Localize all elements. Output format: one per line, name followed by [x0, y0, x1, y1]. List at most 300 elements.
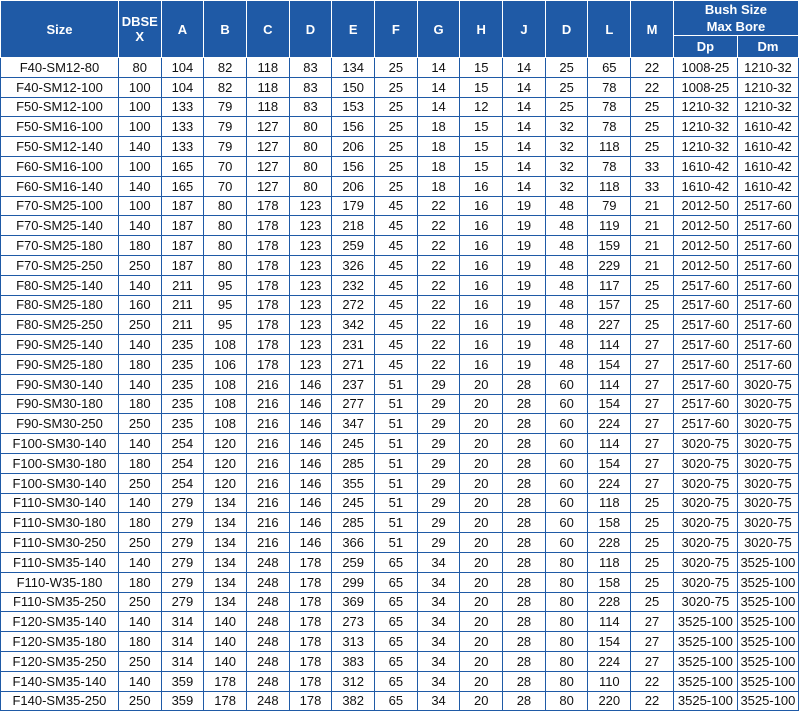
cell-b: 80 — [204, 236, 247, 256]
table-row — [1, 671, 799, 691]
cell-b: 80 — [204, 216, 247, 236]
cell-h: 16 — [460, 315, 503, 335]
table-header — [1, 1, 799, 58]
cell-l: 118 — [588, 176, 631, 196]
cell-b: 140 — [204, 651, 247, 671]
cell-j: 28 — [503, 493, 546, 513]
cell-dp: 2517-60 — [673, 414, 737, 434]
header-bush-line1: Bush Size — [704, 2, 767, 17]
table-row — [1, 434, 799, 454]
cell-m: 27 — [631, 354, 674, 374]
cell-a: 165 — [161, 176, 204, 196]
cell-dm: 1210-32 — [737, 97, 798, 117]
cell-g: 22 — [417, 216, 460, 236]
cell-h: 20 — [460, 414, 503, 434]
cell-c: 127 — [246, 137, 289, 157]
cell-a: 314 — [161, 632, 204, 652]
cell-a: 359 — [161, 691, 204, 711]
cell-dm: 3525-100 — [737, 671, 798, 691]
cell-a: 314 — [161, 612, 204, 632]
cell-dp: 3020-75 — [673, 552, 737, 572]
cell-g: 22 — [417, 335, 460, 355]
cell-size: F100-SM30-180 — [1, 453, 119, 473]
cell-m: 25 — [631, 117, 674, 137]
cell-j: 14 — [503, 156, 546, 176]
cell-d2: 80 — [545, 632, 588, 652]
cell-c: 178 — [246, 354, 289, 374]
cell-dbse-x: 180 — [118, 453, 161, 473]
cell-dm: 3020-75 — [737, 414, 798, 434]
cell-d: 146 — [289, 374, 332, 394]
header-size: Size — [1, 1, 119, 58]
cell-b: 79 — [204, 97, 247, 117]
cell-c: 127 — [246, 176, 289, 196]
cell-d2: 48 — [545, 295, 588, 315]
cell-size: F70-SM25-100 — [1, 196, 119, 216]
cell-g: 34 — [417, 552, 460, 572]
cell-c: 178 — [246, 196, 289, 216]
cell-size: F110-SM35-250 — [1, 592, 119, 612]
cell-e: 273 — [332, 612, 375, 632]
cell-dm: 3020-75 — [737, 533, 798, 553]
table-row — [1, 691, 799, 711]
cell-b: 79 — [204, 137, 247, 157]
cell-dp: 3020-75 — [673, 434, 737, 454]
cell-f: 45 — [375, 236, 418, 256]
cell-c: 248 — [246, 651, 289, 671]
cell-dbse-x: 140 — [118, 671, 161, 691]
cell-d2: 80 — [545, 691, 588, 711]
cell-d2: 32 — [545, 117, 588, 137]
cell-l: 154 — [588, 453, 631, 473]
header-j: J — [503, 1, 546, 58]
cell-g: 29 — [417, 473, 460, 493]
cell-m: 27 — [631, 453, 674, 473]
cell-m: 27 — [631, 612, 674, 632]
cell-f: 51 — [375, 453, 418, 473]
cell-e: 326 — [332, 255, 375, 275]
cell-j: 19 — [503, 335, 546, 355]
cell-d: 83 — [289, 58, 332, 78]
cell-dbse-x: 180 — [118, 513, 161, 533]
cell-d: 123 — [289, 255, 332, 275]
header-e: E — [332, 1, 375, 58]
cell-size: F90-SM30-180 — [1, 394, 119, 414]
cell-d: 178 — [289, 612, 332, 632]
cell-c: 248 — [246, 552, 289, 572]
cell-g: 29 — [417, 513, 460, 533]
cell-h: 20 — [460, 493, 503, 513]
cell-e: 347 — [332, 414, 375, 434]
cell-g: 22 — [417, 295, 460, 315]
cell-e: 218 — [332, 216, 375, 236]
cell-a: 187 — [161, 216, 204, 236]
cell-b: 108 — [204, 414, 247, 434]
cell-h: 15 — [460, 117, 503, 137]
cell-j: 14 — [503, 137, 546, 157]
cell-h: 20 — [460, 552, 503, 572]
cell-f: 45 — [375, 315, 418, 335]
cell-e: 156 — [332, 156, 375, 176]
cell-e: 313 — [332, 632, 375, 652]
cell-f: 25 — [375, 77, 418, 97]
cell-dbse-x: 140 — [118, 137, 161, 157]
cell-dp: 3525-100 — [673, 612, 737, 632]
cell-c: 248 — [246, 632, 289, 652]
cell-d: 83 — [289, 77, 332, 97]
table-row — [1, 473, 799, 493]
cell-j: 19 — [503, 354, 546, 374]
cell-l: 118 — [588, 493, 631, 513]
cell-a: 235 — [161, 414, 204, 434]
table-row — [1, 572, 799, 592]
cell-l: 78 — [588, 77, 631, 97]
cell-e: 285 — [332, 453, 375, 473]
cell-dp: 3020-75 — [673, 473, 737, 493]
cell-e: 245 — [332, 434, 375, 454]
cell-e: 355 — [332, 473, 375, 493]
cell-dm: 1210-32 — [737, 58, 798, 78]
cell-l: 154 — [588, 354, 631, 374]
table-body — [1, 58, 799, 711]
cell-b: 134 — [204, 513, 247, 533]
cell-b: 178 — [204, 691, 247, 711]
cell-dbse-x: 250 — [118, 315, 161, 335]
cell-b: 95 — [204, 315, 247, 335]
cell-dm: 2517-60 — [737, 295, 798, 315]
cell-h: 20 — [460, 651, 503, 671]
header-d: D — [289, 1, 332, 58]
cell-c: 127 — [246, 156, 289, 176]
table-row — [1, 374, 799, 394]
cell-c: 178 — [246, 275, 289, 295]
table-row — [1, 453, 799, 473]
cell-d: 146 — [289, 394, 332, 414]
cell-l: 114 — [588, 434, 631, 454]
cell-dm: 2517-60 — [737, 335, 798, 355]
cell-d: 178 — [289, 671, 332, 691]
cell-l: 158 — [588, 572, 631, 592]
cell-b: 134 — [204, 493, 247, 513]
cell-size: F110-SM30-180 — [1, 513, 119, 533]
cell-e: 312 — [332, 671, 375, 691]
cell-d: 178 — [289, 572, 332, 592]
cell-dbse-x: 140 — [118, 275, 161, 295]
cell-b: 82 — [204, 58, 247, 78]
cell-d: 123 — [289, 295, 332, 315]
cell-size: F40-SM12-100 — [1, 77, 119, 97]
table-row — [1, 493, 799, 513]
cell-dbse-x: 140 — [118, 374, 161, 394]
cell-dm: 2517-60 — [737, 315, 798, 335]
cell-m: 27 — [631, 414, 674, 434]
cell-l: 224 — [588, 473, 631, 493]
cell-dm: 1210-32 — [737, 77, 798, 97]
cell-e: 150 — [332, 77, 375, 97]
cell-j: 14 — [503, 97, 546, 117]
cell-f: 45 — [375, 196, 418, 216]
cell-d: 123 — [289, 275, 332, 295]
cell-c: 178 — [246, 236, 289, 256]
cell-a: 279 — [161, 493, 204, 513]
cell-l: 229 — [588, 255, 631, 275]
cell-b: 140 — [204, 632, 247, 652]
cell-l: 117 — [588, 275, 631, 295]
cell-c: 248 — [246, 691, 289, 711]
cell-d2: 60 — [545, 394, 588, 414]
cell-l: 154 — [588, 632, 631, 652]
cell-g: 34 — [417, 651, 460, 671]
table-row — [1, 275, 799, 295]
cell-d2: 60 — [545, 513, 588, 533]
cell-a: 235 — [161, 354, 204, 374]
cell-j: 19 — [503, 275, 546, 295]
cell-g: 29 — [417, 493, 460, 513]
header-dm: Dm — [737, 36, 798, 58]
cell-d2: 80 — [545, 671, 588, 691]
cell-c: 216 — [246, 453, 289, 473]
cell-g: 14 — [417, 58, 460, 78]
cell-m: 25 — [631, 97, 674, 117]
table-row — [1, 592, 799, 612]
cell-size: F120-SM35-250 — [1, 651, 119, 671]
cell-e: 299 — [332, 572, 375, 592]
cell-dm: 3020-75 — [737, 473, 798, 493]
table-row — [1, 137, 799, 157]
cell-h: 16 — [460, 354, 503, 374]
cell-d2: 60 — [545, 414, 588, 434]
cell-l: 114 — [588, 612, 631, 632]
cell-a: 133 — [161, 117, 204, 137]
cell-d: 146 — [289, 533, 332, 553]
cell-f: 45 — [375, 216, 418, 236]
cell-j: 19 — [503, 255, 546, 275]
cell-size: F50-SM16-100 — [1, 117, 119, 137]
cell-h: 16 — [460, 335, 503, 355]
cell-l: 65 — [588, 58, 631, 78]
cell-e: 231 — [332, 335, 375, 355]
cell-a: 279 — [161, 552, 204, 572]
cell-j: 28 — [503, 671, 546, 691]
cell-h: 16 — [460, 176, 503, 196]
cell-dm: 3020-75 — [737, 513, 798, 533]
cell-a: 165 — [161, 156, 204, 176]
cell-dm: 1610-42 — [737, 137, 798, 157]
cell-size: F80-SM25-250 — [1, 315, 119, 335]
cell-d2: 48 — [545, 196, 588, 216]
cell-b: 108 — [204, 335, 247, 355]
cell-j: 28 — [503, 374, 546, 394]
cell-g: 22 — [417, 255, 460, 275]
cell-l: 154 — [588, 394, 631, 414]
cell-d2: 80 — [545, 572, 588, 592]
cell-d: 178 — [289, 552, 332, 572]
cell-g: 34 — [417, 612, 460, 632]
cell-j: 28 — [503, 533, 546, 553]
cell-size: F120-SM35-180 — [1, 632, 119, 652]
cell-j: 28 — [503, 612, 546, 632]
cell-f: 51 — [375, 374, 418, 394]
cell-l: 119 — [588, 216, 631, 236]
cell-a: 254 — [161, 453, 204, 473]
cell-dm: 3525-100 — [737, 552, 798, 572]
cell-b: 178 — [204, 671, 247, 691]
cell-b: 95 — [204, 295, 247, 315]
cell-dp: 2517-60 — [673, 275, 737, 295]
cell-f: 65 — [375, 552, 418, 572]
cell-size: F70-SM25-140 — [1, 216, 119, 236]
table-row — [1, 295, 799, 315]
cell-d: 146 — [289, 513, 332, 533]
cell-h: 15 — [460, 156, 503, 176]
cell-f: 65 — [375, 612, 418, 632]
cell-dp: 3525-100 — [673, 691, 737, 711]
cell-size: F110-SM30-140 — [1, 493, 119, 513]
cell-d2: 48 — [545, 354, 588, 374]
cell-b: 120 — [204, 453, 247, 473]
cell-m: 25 — [631, 275, 674, 295]
cell-dbse-x: 250 — [118, 592, 161, 612]
cell-dm: 3020-75 — [737, 434, 798, 454]
cell-dm: 1610-42 — [737, 176, 798, 196]
cell-m: 33 — [631, 156, 674, 176]
table-row — [1, 513, 799, 533]
cell-c: 248 — [246, 572, 289, 592]
cell-b: 106 — [204, 354, 247, 374]
cell-e: 206 — [332, 176, 375, 196]
cell-size: F140-SM35-250 — [1, 691, 119, 711]
cell-b: 140 — [204, 612, 247, 632]
cell-h: 20 — [460, 671, 503, 691]
cell-size: F90-SM30-140 — [1, 374, 119, 394]
cell-c: 178 — [246, 335, 289, 355]
cell-h: 16 — [460, 216, 503, 236]
table-row — [1, 236, 799, 256]
cell-size: F90-SM30-250 — [1, 414, 119, 434]
header-h: H — [460, 1, 503, 58]
cell-c: 178 — [246, 255, 289, 275]
table-row — [1, 196, 799, 216]
header-bush-line2: Max Bore — [706, 19, 766, 34]
cell-j: 14 — [503, 58, 546, 78]
cell-m: 25 — [631, 137, 674, 157]
cell-d: 178 — [289, 651, 332, 671]
cell-f: 45 — [375, 295, 418, 315]
cell-dbse-x: 140 — [118, 176, 161, 196]
cell-m: 21 — [631, 216, 674, 236]
cell-c: 216 — [246, 473, 289, 493]
cell-m: 27 — [631, 394, 674, 414]
cell-j: 28 — [503, 592, 546, 612]
cell-m: 25 — [631, 592, 674, 612]
cell-d2: 60 — [545, 493, 588, 513]
cell-h: 20 — [460, 513, 503, 533]
cell-a: 133 — [161, 97, 204, 117]
cell-g: 22 — [417, 196, 460, 216]
cell-f: 51 — [375, 513, 418, 533]
cell-j: 28 — [503, 473, 546, 493]
header-m: M — [631, 1, 674, 58]
cell-f: 51 — [375, 473, 418, 493]
cell-d: 83 — [289, 97, 332, 117]
cell-f: 45 — [375, 275, 418, 295]
cell-h: 12 — [460, 97, 503, 117]
cell-f: 25 — [375, 176, 418, 196]
table-row — [1, 176, 799, 196]
cell-size: F120-SM35-140 — [1, 612, 119, 632]
cell-e: 382 — [332, 691, 375, 711]
cell-c: 248 — [246, 671, 289, 691]
cell-size: F140-SM35-140 — [1, 671, 119, 691]
cell-b: 120 — [204, 473, 247, 493]
cell-l: 78 — [588, 156, 631, 176]
cell-h: 20 — [460, 453, 503, 473]
cell-c: 127 — [246, 117, 289, 137]
cell-l: 79 — [588, 196, 631, 216]
cell-j: 28 — [503, 453, 546, 473]
cell-dp: 3525-100 — [673, 651, 737, 671]
cell-size: F70-SM25-180 — [1, 236, 119, 256]
cell-f: 65 — [375, 572, 418, 592]
cell-h: 16 — [460, 236, 503, 256]
cell-f: 51 — [375, 434, 418, 454]
cell-dp: 3020-75 — [673, 592, 737, 612]
cell-dp: 2517-60 — [673, 315, 737, 335]
cell-m: 27 — [631, 651, 674, 671]
cell-h: 16 — [460, 275, 503, 295]
cell-size: F110-W35-180 — [1, 572, 119, 592]
cell-dbse-x: 140 — [118, 335, 161, 355]
cell-g: 29 — [417, 394, 460, 414]
cell-dbse-x: 250 — [118, 473, 161, 493]
cell-c: 178 — [246, 216, 289, 236]
cell-d2: 48 — [545, 275, 588, 295]
cell-h: 20 — [460, 473, 503, 493]
cell-b: 80 — [204, 196, 247, 216]
cell-d2: 48 — [545, 315, 588, 335]
cell-f: 51 — [375, 533, 418, 553]
cell-h: 16 — [460, 196, 503, 216]
cell-b: 134 — [204, 552, 247, 572]
cell-dbse-x: 180 — [118, 394, 161, 414]
cell-size: F80-SM25-140 — [1, 275, 119, 295]
cell-h: 20 — [460, 592, 503, 612]
cell-a: 104 — [161, 77, 204, 97]
cell-size: F100-SM30-140 — [1, 473, 119, 493]
table-row — [1, 632, 799, 652]
cell-e: 285 — [332, 513, 375, 533]
cell-dbse-x: 100 — [118, 97, 161, 117]
cell-c: 118 — [246, 58, 289, 78]
cell-m: 25 — [631, 552, 674, 572]
cell-dm: 1610-42 — [737, 156, 798, 176]
cell-j: 28 — [503, 434, 546, 454]
cell-j: 19 — [503, 315, 546, 335]
cell-dbse-x: 250 — [118, 414, 161, 434]
cell-d2: 32 — [545, 156, 588, 176]
table-row — [1, 216, 799, 236]
cell-d: 123 — [289, 196, 332, 216]
cell-j: 28 — [503, 394, 546, 414]
cell-dm: 2517-60 — [737, 255, 798, 275]
cell-d: 123 — [289, 315, 332, 335]
cell-e: 245 — [332, 493, 375, 513]
cell-d: 178 — [289, 691, 332, 711]
cell-size: F70-SM25-250 — [1, 255, 119, 275]
cell-dp: 2012-50 — [673, 236, 737, 256]
cell-dm: 3020-75 — [737, 493, 798, 513]
cell-a: 211 — [161, 275, 204, 295]
